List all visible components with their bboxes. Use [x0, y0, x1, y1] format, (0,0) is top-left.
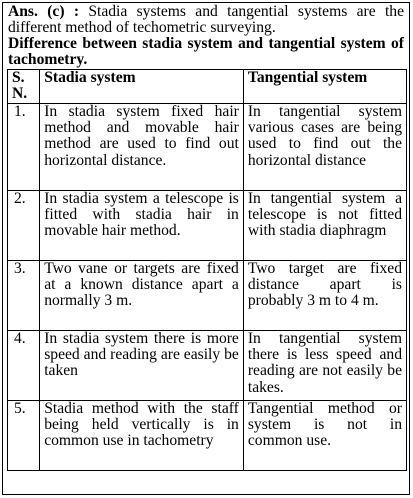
stadia-cell: In stadia system a telescope is fitted with stadia hair in movable hair method. [40, 191, 244, 261]
header-stadia: Stadia system [40, 70, 244, 104]
header-sn: S. N. [8, 70, 40, 104]
stadia-cell: Stadia method with the staff being held vertically is in common use in tachometry [40, 401, 244, 471]
answer-label: Ans. (c) : [8, 3, 80, 20]
row-number: 3. [8, 261, 40, 331]
header-tangential: Tangential system [243, 70, 406, 104]
row-number: 5. [8, 401, 40, 471]
stadia-cell: Two vane or targets are fixed at a known distance apart a normally 3 m. [40, 261, 244, 331]
tangential-cell: In tangential system various cases are being used to find out the horizontal distance [243, 104, 406, 191]
answer-text: Stadia systems and tangential systems are the different method of techometric surveying. [8, 3, 404, 36]
answer-sheet [2, 2, 410, 495]
table-row [8, 331, 407, 401]
stadia-cell: In stadia system there is more speed and reading are easily be taken [40, 331, 244, 401]
stadia-cell: In stadia system fixed hair method and movable hair method are used to find out horizontal distance. [40, 104, 244, 191]
tangential-cell: Tangential method or system is not in common use. [243, 401, 406, 471]
table-row [8, 191, 407, 261]
tangential-cell: Two target are fixed distance apart is probably 3 m to 4 m. [243, 261, 406, 331]
tangential-cell: In tangential system there is less speed and reading are not easily be takes. [243, 331, 406, 401]
difference-heading: Difference between stadia system and tangential system of tachometry. [8, 35, 404, 68]
tangential-cell: In tangential system a telescope is not fitted with stadia diaphragm [243, 191, 406, 261]
table-row [8, 104, 407, 191]
table-row [8, 261, 407, 331]
answer-paragraph [8, 4, 404, 36]
table-row [8, 401, 407, 471]
row-number: 2. [8, 191, 40, 261]
table-header-row [8, 70, 407, 104]
intro-block [3, 3, 409, 68]
row-number: 1. [8, 104, 40, 191]
comparison-table [7, 69, 407, 471]
row-number: 4. [8, 331, 40, 401]
